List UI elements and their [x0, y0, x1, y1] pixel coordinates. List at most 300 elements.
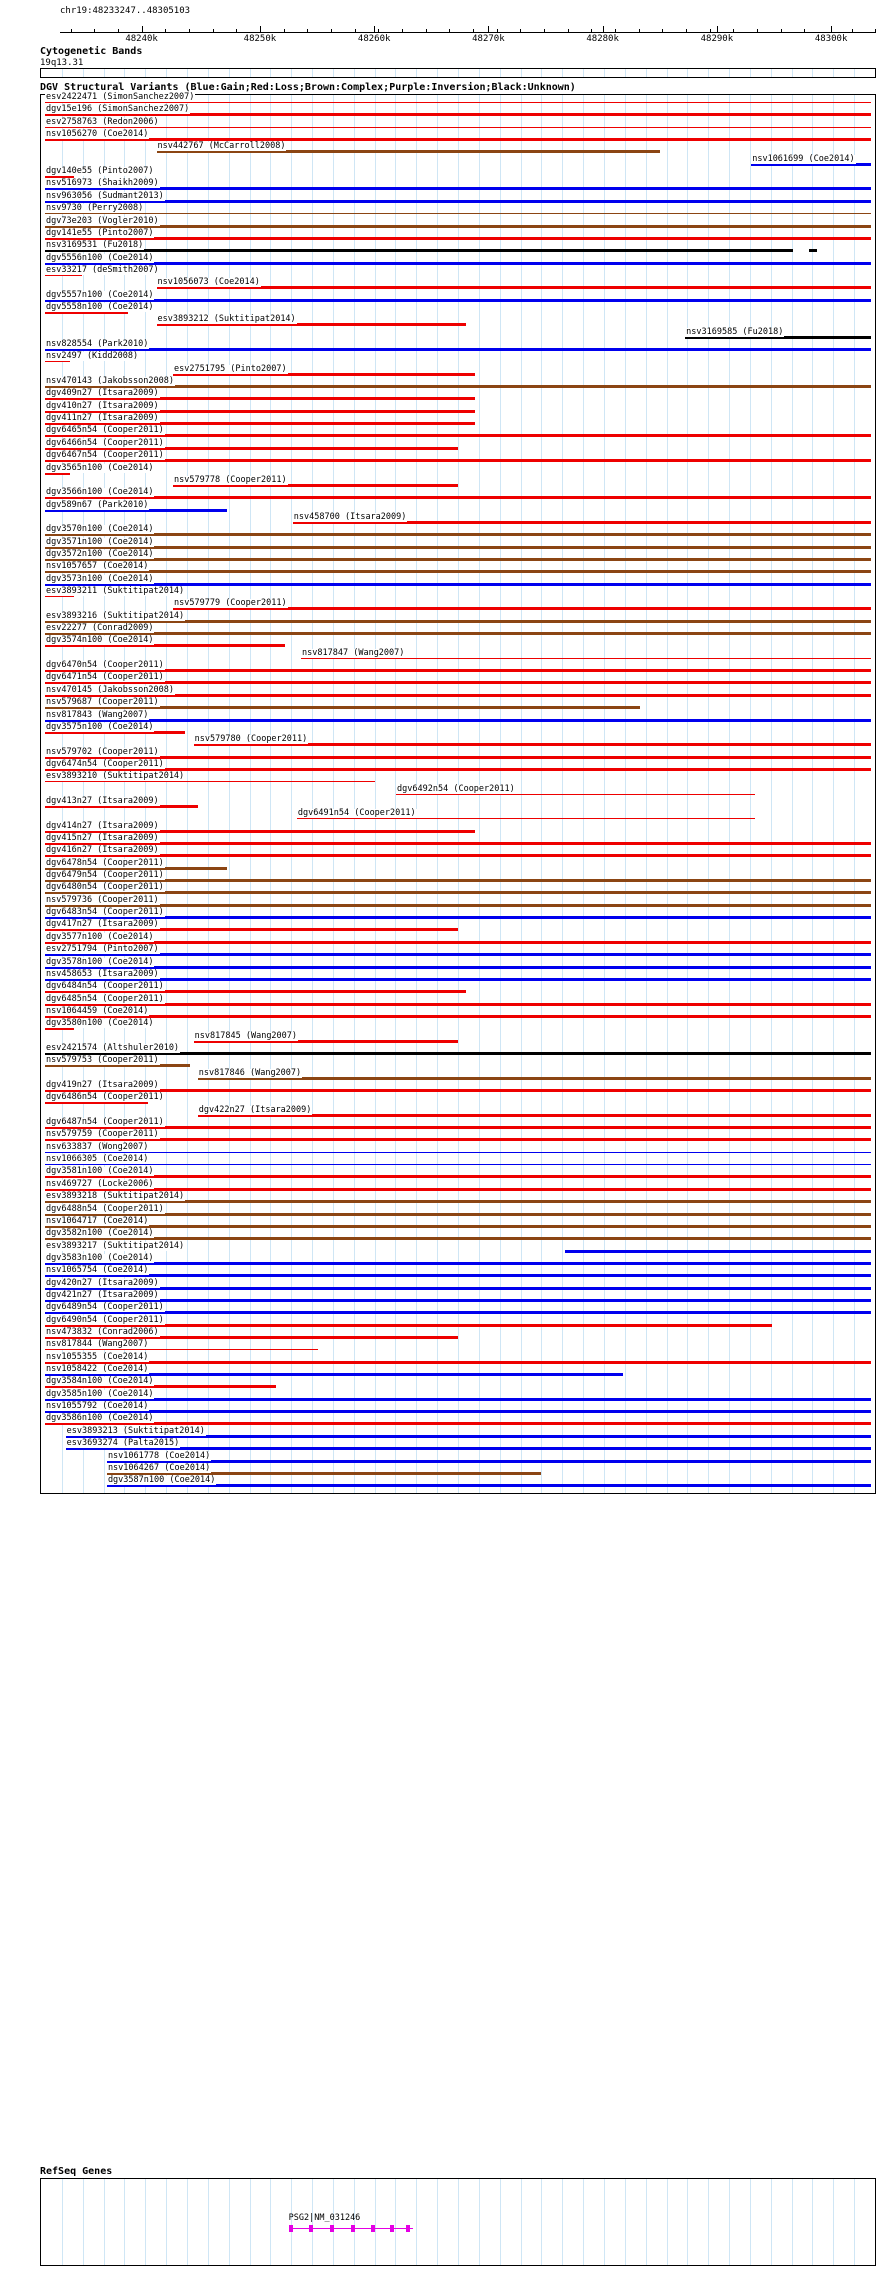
variant-label: dgv421n27 (Itsara2009) [46, 1289, 159, 1300]
variant-label: nsv579779 (Cooper2011) [174, 598, 287, 609]
variant-bar[interactable] [45, 632, 871, 635]
table-row[interactable] [41, 240, 875, 256]
variant-bar[interactable] [45, 496, 871, 499]
variant-label: dgv3587n100 (Coe2014) [107, 1475, 216, 1486]
variant-label: nsv579736 (Cooper2011) [46, 894, 159, 905]
table-row[interactable] [41, 252, 875, 269]
table-row[interactable] [41, 1166, 875, 1182]
grid-line [521, 2179, 522, 2265]
variant-bar[interactable] [809, 249, 817, 252]
table-row[interactable] [41, 709, 875, 726]
variant-label: dgv417n27 (Itsara2009) [46, 919, 159, 930]
gene-exon[interactable] [351, 2225, 355, 2232]
table-row[interactable] [41, 1191, 875, 1207]
table-row[interactable] [41, 845, 875, 861]
variant-bar[interactable] [45, 237, 871, 240]
table-row[interactable] [41, 586, 875, 602]
table-row[interactable] [41, 857, 875, 874]
variant-label: dgv6492n54 (Cooper2011) [397, 783, 515, 794]
variant-label: dgv3573n100 (Coe2014) [46, 573, 154, 584]
variant-bar[interactable] [297, 818, 755, 819]
table-row[interactable] [41, 1080, 875, 1096]
grid-line [145, 2179, 146, 2265]
table-row[interactable] [41, 203, 875, 219]
variant-bar[interactable] [45, 669, 871, 672]
table-row[interactable] [41, 450, 875, 466]
variant-label: dgv6465n54 (Cooper2011) [46, 425, 164, 436]
ruler-minor-tick [426, 29, 427, 33]
grid-line [792, 2179, 793, 2265]
table-row[interactable] [41, 1117, 875, 1133]
ruler-major-tick [717, 26, 718, 33]
variant-label: dgv6488n54 (Cooper2011) [46, 1203, 164, 1214]
table-row[interactable] [41, 166, 875, 182]
gene-exon[interactable] [309, 2225, 313, 2232]
table-row[interactable] [41, 277, 875, 293]
gene-exon[interactable] [390, 2225, 394, 2232]
grid-line [854, 69, 855, 77]
cytoband-panel [40, 68, 876, 78]
variant-bar[interactable] [45, 1126, 871, 1129]
variant-bar[interactable] [45, 1237, 871, 1240]
variant-label: dgv6471n54 (Cooper2011) [46, 672, 164, 683]
table-row[interactable] [41, 808, 875, 824]
variant-label: esv3893217 (Suktitipat2014) [46, 1240, 185, 1251]
table-row[interactable] [41, 1129, 875, 1145]
grid-line [458, 2179, 459, 2265]
variant-label: nsv828554 (Park2010) [46, 339, 149, 349]
variant-label: nsv458653 (Itsara2009) [46, 968, 159, 979]
variant-label: dgv5557n100 (Coe2014) [46, 289, 154, 300]
table-row[interactable] [41, 511, 875, 528]
table-row[interactable] [41, 1289, 875, 1306]
table-row[interactable] [41, 190, 875, 207]
variant-bar[interactable] [565, 1250, 871, 1253]
variant-bar[interactable] [45, 1138, 871, 1141]
table-row[interactable] [41, 820, 875, 837]
grid-line [646, 69, 647, 77]
grid-line [270, 2179, 271, 2265]
ruler-major-tick [374, 26, 375, 33]
variant-label: nsv473832 (Conrad2006) [46, 1327, 159, 1337]
table-row[interactable] [41, 1277, 875, 1294]
grid-line [583, 69, 584, 77]
table-row[interactable] [41, 647, 875, 664]
table-row[interactable] [41, 746, 875, 763]
table-row[interactable] [41, 289, 875, 306]
variant-label: nsv1061699 (Coe2014) [752, 153, 855, 164]
variant-bar[interactable] [45, 102, 871, 103]
variant-bar[interactable] [45, 904, 871, 907]
variant-label: dgv6491n54 (Cooper2011) [297, 808, 416, 819]
ruler-minor-tick [94, 29, 95, 33]
variant-bar[interactable] [45, 916, 871, 919]
variant-bar[interactable] [107, 1460, 871, 1463]
table-row[interactable] [41, 1475, 875, 1491]
table-row[interactable] [41, 536, 875, 553]
variant-bar[interactable] [45, 213, 871, 214]
grid-line [667, 2179, 668, 2265]
variant-label: esv3893212 (Suktitipat2014) [157, 314, 296, 325]
variant-bar[interactable] [107, 1484, 871, 1487]
grid-line [771, 2179, 772, 2265]
variant-label: dgv3582n100 (Coe2014) [46, 1228, 154, 1239]
ruler-minor-tick [852, 29, 853, 33]
table-row[interactable] [41, 413, 875, 429]
ruler-minor-tick [733, 29, 734, 33]
variant-bar[interactable] [45, 275, 82, 276]
variant-label: dgv6466n54 (Cooper2011) [46, 437, 164, 448]
table-row[interactable] [41, 1154, 875, 1170]
variant-bar[interactable] [45, 966, 871, 969]
table-row[interactable] [41, 1042, 875, 1059]
variant-label: nsv1055355 (Coe2014) [46, 1351, 149, 1362]
table-row[interactable] [41, 215, 875, 232]
variant-bar[interactable] [45, 842, 871, 845]
grid-line [687, 2179, 688, 2265]
cytoband-label: 19q13.31 [40, 58, 84, 68]
table-row[interactable] [41, 561, 875, 577]
grid-line [291, 69, 292, 77]
grid-line [667, 69, 668, 77]
table-row[interactable] [41, 660, 875, 676]
variant-label: nsv442767 (McCarroll2008) [157, 141, 286, 152]
table-row[interactable] [41, 339, 875, 355]
variant-label: esv3893210 (Suktitipat2014) [46, 771, 185, 782]
variant-bar[interactable] [396, 794, 755, 795]
variant-bar[interactable] [45, 1015, 871, 1018]
variant-label: dgv3572n100 (Coe2014) [46, 548, 154, 559]
table-row[interactable] [41, 1376, 875, 1392]
grid-line [479, 69, 480, 77]
variant-bar[interactable] [157, 286, 871, 289]
ruler-minor-tick [355, 29, 356, 33]
variant-bar[interactable] [45, 781, 375, 782]
table-row[interactable] [41, 1252, 875, 1269]
grid-line [312, 69, 313, 77]
variant-label: nsv1064717 (Coe2014) [46, 1215, 149, 1226]
variant-bar[interactable] [45, 570, 871, 573]
table-row[interactable] [41, 697, 875, 713]
grid-line [792, 69, 793, 77]
table-row[interactable] [41, 894, 875, 911]
table-row[interactable] [41, 227, 875, 244]
gene-name-label: PSG2|NM_031246 [288, 2213, 361, 2223]
variant-label: dgv6467n54 (Cooper2011) [46, 450, 164, 461]
variant-label: nsv516973 (Shaikh2009) [46, 178, 159, 189]
ruler-minor-tick [710, 29, 711, 33]
variant-label: nsv579759 (Cooper2011) [46, 1129, 159, 1140]
table-row[interactable] [41, 116, 875, 133]
table-row[interactable] [41, 104, 875, 120]
variant-bar[interactable] [45, 953, 871, 956]
ruler-major-tick [260, 26, 261, 33]
variant-label: esv2422471 (SimonSanchez2007) [46, 92, 195, 102]
variant-label: dgv6483n54 (Cooper2011) [46, 907, 164, 918]
ruler-major-tick [831, 26, 832, 33]
table-row[interactable] [41, 1240, 875, 1257]
variant-label: dgv3581n100 (Coe2014) [46, 1166, 154, 1177]
table-row[interactable] [41, 1265, 875, 1281]
variant-bar[interactable] [45, 533, 871, 536]
table-row[interactable] [41, 1351, 875, 1368]
variant-label: nsv817844 (Wang2007) [46, 1339, 149, 1350]
table-row[interactable] [41, 1141, 875, 1158]
table-row[interactable] [41, 931, 875, 948]
grid-line [812, 2179, 813, 2265]
variant-bar[interactable] [45, 558, 871, 561]
variant-label: dgv141e55 (Pinto2007) [46, 227, 154, 238]
variant-bar[interactable] [45, 1089, 871, 1092]
table-row[interactable] [41, 437, 875, 454]
ruler-minor-tick [165, 29, 166, 33]
variant-bar[interactable] [45, 1175, 871, 1178]
variant-bar[interactable] [66, 1447, 871, 1450]
variant-bar[interactable] [45, 891, 871, 894]
variant-bar[interactable] [45, 225, 871, 228]
table-row[interactable] [41, 1203, 875, 1220]
grid-line [479, 2179, 480, 2265]
variant-bar[interactable] [45, 1422, 871, 1425]
variant-label: esv33217 (deSmith2007) [46, 264, 159, 275]
grid-line [375, 2179, 376, 2265]
variant-label: dgv3584n100 (Coe2014) [46, 1376, 154, 1387]
variant-label: dgv414n27 (Itsara2009) [46, 820, 159, 831]
variant-bar[interactable] [45, 459, 871, 462]
table-row[interactable] [41, 684, 875, 701]
grid-line [62, 2179, 63, 2265]
coordinate-ruler [60, 6, 876, 50]
variant-bar[interactable] [45, 941, 871, 944]
ruler-tick-label: 48250k [243, 34, 277, 44]
grid-line [250, 69, 251, 77]
table-row[interactable] [41, 1302, 875, 1318]
grid-line [500, 69, 501, 77]
variant-bar[interactable] [45, 262, 871, 265]
variant-label: dgv6470n54 (Cooper2011) [46, 660, 164, 671]
refseq-track-panel[interactable] [40, 2178, 876, 2266]
variant-label: nsv1057657 (Coe2014) [46, 561, 149, 572]
variant-bar[interactable] [45, 1410, 871, 1413]
table-row[interactable] [41, 1005, 875, 1022]
table-row[interactable] [41, 326, 875, 343]
grid-line [750, 2179, 751, 2265]
variant-label: esv2751795 (Pinto2007) [174, 363, 287, 374]
table-row[interactable] [41, 956, 875, 973]
grid-line [104, 69, 105, 77]
table-row[interactable] [41, 351, 875, 367]
table-row[interactable] [41, 907, 875, 923]
variant-bar[interactable] [45, 1152, 871, 1153]
variant-bar[interactable] [45, 434, 871, 437]
table-row[interactable] [41, 524, 875, 540]
table-row[interactable] [41, 474, 875, 491]
table-row[interactable] [41, 1314, 875, 1331]
table-row[interactable] [41, 734, 875, 750]
gene-exon[interactable] [289, 2225, 293, 2232]
table-row[interactable] [41, 635, 875, 651]
variant-bar[interactable] [45, 596, 74, 597]
table-row[interactable] [41, 870, 875, 886]
variant-label: dgv3566n100 (Coe2014) [46, 487, 154, 498]
ruler-tick-label: 48260k [357, 34, 391, 44]
grid-line [750, 69, 751, 77]
dgv-track-panel[interactable] [40, 94, 876, 1494]
ruler-minor-tick [189, 29, 190, 33]
grid-line [166, 69, 167, 77]
grid-line [229, 69, 230, 77]
table-row[interactable] [41, 425, 875, 441]
grid-line [458, 69, 459, 77]
table-row[interactable] [41, 487, 875, 503]
ruler-minor-tick [473, 29, 474, 33]
variant-label: dgv422n27 (Itsara2009) [198, 1104, 312, 1115]
table-row[interactable] [41, 944, 875, 960]
variant-label: esv2421574 (Altshuler2010) [46, 1042, 180, 1053]
table-row[interactable] [41, 1364, 875, 1380]
variant-bar[interactable] [45, 1164, 871, 1165]
variant-label: dgv409n27 (Itsara2009) [46, 388, 159, 399]
table-row[interactable] [41, 721, 875, 738]
variant-bar[interactable] [45, 1349, 318, 1350]
table-row[interactable] [41, 462, 875, 479]
grid-line [625, 69, 626, 77]
ruler-minor-tick [639, 29, 640, 33]
variant-bar[interactable] [45, 348, 871, 351]
variant-bar[interactable] [45, 719, 871, 722]
variant-bar[interactable] [301, 658, 871, 659]
grid-line [562, 2179, 563, 2265]
variant-label: esv3893216 (Suktitipat2014) [46, 610, 185, 621]
grid-line [708, 2179, 709, 2265]
variant-label: dgv15e196 (SimonSanchez2007) [46, 104, 190, 115]
table-row[interactable] [41, 178, 875, 194]
variant-label: dgv3586n100 (Coe2014) [46, 1413, 154, 1424]
table-row[interactable] [41, 1067, 875, 1084]
variant-label: dgv6474n54 (Cooper2011) [46, 758, 164, 769]
table-row[interactable] [41, 919, 875, 935]
ruler-minor-tick [213, 29, 214, 33]
table-row[interactable] [41, 623, 875, 639]
variant-bar[interactable] [45, 756, 871, 759]
table-row[interactable] [41, 993, 875, 1010]
variant-bar[interactable] [45, 187, 871, 190]
variant-bar[interactable] [45, 1287, 871, 1290]
table-row[interactable] [41, 153, 875, 170]
grid-line [833, 2179, 834, 2265]
ruler-tick-label: 48270k [472, 34, 505, 44]
grid-line [729, 2179, 730, 2265]
cytoband-section-title: Cytogenetic Bands [40, 46, 143, 57]
grid-line [208, 69, 209, 77]
variant-bar[interactable] [45, 1299, 871, 1302]
grid-line [500, 2179, 501, 2265]
grid-line [83, 2179, 84, 2265]
variant-bar[interactable] [45, 1003, 871, 1006]
variant-label: nsv963056 (Sudmant2013) [46, 190, 164, 201]
table-row[interactable] [41, 548, 875, 565]
variant-bar[interactable] [45, 200, 871, 203]
variant-label: nsv579780 (Cooper2011) [194, 734, 308, 745]
variant-label: nsv817843 (Wang2007) [46, 709, 149, 720]
table-row[interactable] [41, 499, 875, 516]
table-row[interactable] [41, 882, 875, 898]
variant-label: nsv817846 (Wang2007) [198, 1067, 302, 1078]
variant-bar[interactable] [45, 127, 871, 128]
variant-bar[interactable] [45, 681, 871, 684]
gene-exon[interactable] [371, 2225, 375, 2232]
table-row[interactable] [41, 1388, 875, 1405]
table-row[interactable] [41, 1104, 875, 1121]
ruler-minor-tick [591, 29, 592, 33]
table-row[interactable] [41, 833, 875, 849]
table-row[interactable] [41, 1401, 875, 1417]
variant-bar[interactable] [45, 879, 871, 882]
variant-label: dgv3571n100 (Coe2014) [46, 536, 154, 547]
table-row[interactable] [41, 400, 875, 417]
variant-bar[interactable] [45, 1262, 871, 1265]
variant-label: nsv579778 (Cooper2011) [174, 474, 287, 485]
ruler-minor-tick [236, 29, 237, 33]
table-row[interactable] [41, 795, 875, 812]
gene-exon[interactable] [406, 2225, 410, 2232]
table-row[interactable] [41, 1018, 875, 1034]
table-row[interactable] [41, 388, 875, 404]
table-row[interactable] [41, 141, 875, 157]
variant-bar[interactable] [45, 978, 871, 981]
table-row[interactable] [41, 610, 875, 627]
table-row[interactable] [41, 1327, 875, 1343]
variant-bar[interactable] [45, 299, 871, 302]
variant-label: nsv1058422 (Coe2014) [46, 1364, 149, 1375]
grid-line [437, 69, 438, 77]
variant-bar[interactable] [45, 546, 871, 549]
variant-label: dgv6490n54 (Cooper2011) [46, 1314, 164, 1325]
variant-bar[interactable] [45, 1398, 871, 1401]
table-row[interactable] [41, 1215, 875, 1232]
gene-exon[interactable] [330, 2225, 334, 2232]
grid-line [708, 69, 709, 77]
variant-label: esv3893211 (Suktitipat2014) [46, 586, 185, 596]
variant-label: dgv6485n54 (Cooper2011) [46, 993, 164, 1004]
variant-bar[interactable] [45, 1213, 871, 1216]
variant-bar[interactable] [45, 1225, 871, 1228]
variant-label: dgv420n27 (Itsara2009) [46, 1277, 159, 1288]
variant-bar[interactable] [45, 361, 70, 362]
variant-bar[interactable] [45, 1361, 871, 1364]
variant-bar[interactable] [45, 1274, 871, 1277]
table-row[interactable] [41, 376, 875, 392]
table-row[interactable] [41, 783, 875, 800]
grid-line [562, 69, 563, 77]
ruler-minor-tick [378, 29, 379, 33]
table-row[interactable] [41, 968, 875, 985]
grid-line [187, 2179, 188, 2265]
grid-line [771, 69, 772, 77]
variant-label: nsv1056270 (Coe2014) [46, 129, 149, 140]
table-row[interactable] [41, 1092, 875, 1108]
table-row[interactable] [41, 1339, 875, 1355]
ruler-major-tick [142, 26, 143, 33]
variant-label: nsv633837 (Wong2007) [46, 1141, 149, 1152]
variant-bar[interactable] [45, 249, 793, 252]
table-row[interactable] [41, 1055, 875, 1071]
ruler-minor-tick [520, 29, 521, 33]
variant-bar[interactable] [45, 1311, 871, 1314]
variant-bar[interactable] [45, 854, 871, 857]
table-row[interactable] [41, 981, 875, 997]
variant-label: nsv579702 (Cooper2011) [46, 746, 159, 757]
